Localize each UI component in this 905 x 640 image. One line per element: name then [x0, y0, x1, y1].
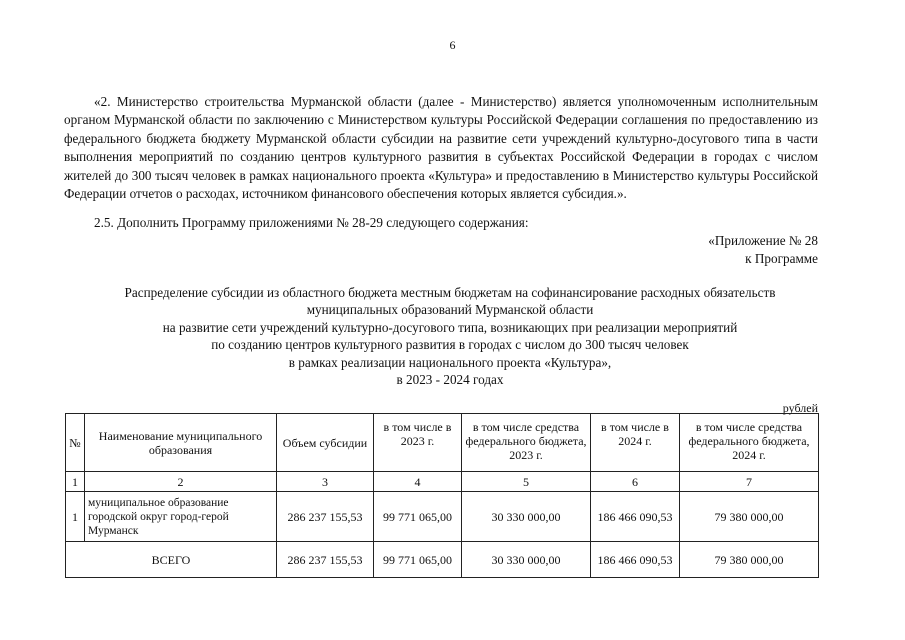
title-line-1: Распределение субсидии из областного бюджета местным бюджетам на софинансирование расходных обязательств [124, 285, 776, 300]
appendix-line-2: к Программе [745, 251, 818, 266]
header-name: Наименование муниципального образования [85, 414, 277, 472]
title-line-6: в 2023 - 2024 годах [396, 372, 504, 388]
column-number: 4 [374, 472, 462, 492]
column-number: 7 [680, 472, 819, 492]
row-num: 1 [66, 492, 85, 542]
column-number: 1 [66, 472, 85, 492]
table-row [66, 492, 819, 542]
column-number: 3 [277, 472, 374, 492]
units-label: рублей [782, 401, 818, 415]
row-volume: 286 237 155,53 [277, 492, 374, 542]
table-total-row [66, 542, 819, 578]
document-title [40, 284, 860, 388]
body-paragraph-1: «2. Министерство строительства Мурманской области (далее - Министерство) является уполномоченным исполнительным органом Мурманской области по заключению с Министерством культуры Российской Федерации соглашения по предоставлению из федерального бюджета бюджету Мурманской области субсидии на развитие сети учреждений культурно-досугового типа в части выполнения мероприятий по созданию центров культурного развития в субъектах Российской Федерации в городах с числом жителей до 300 тысяч человек в рамках национального проекта «Культура» и предоставлению в Министерство культуры Российской Федерации отчетов о расходах, источником финансового обеспечения которых является субсидия.». [64, 94, 818, 202]
total-volume: 286 237 155,53 [277, 542, 374, 578]
header-volume: Объем субсидии [277, 414, 374, 472]
header-num: № [66, 414, 85, 472]
row-2023: 99 771 065,00 [374, 492, 462, 542]
column-number: 2 [85, 472, 277, 492]
subsidy-table [65, 413, 819, 578]
header-2023: в том числе в 2023 г. [374, 414, 462, 472]
total-federal-2024: 79 380 000,00 [680, 542, 819, 578]
header-2024: в том числе в 2024 г. [591, 414, 680, 472]
header-federal-2023: в том числе средства федерального бюджета, 2023 г. [462, 414, 591, 472]
column-number: 6 [591, 472, 680, 492]
row-municipality-name: муниципальное образование городской округ город-герой Мурманск [85, 492, 277, 542]
column-number-row [66, 472, 819, 492]
title-line-4: по созданию центров культурного развития в городах с числом до 300 тысяч человек [211, 337, 689, 353]
table-header-row [66, 414, 819, 472]
page-number: 6 [449, 38, 456, 52]
title-line-3: на развитие сети учреждений культурно-досугового типа, возникающих при реализации мероприятий [162, 319, 738, 335]
total-label: ВСЕГО [66, 542, 277, 578]
appendix-caption [708, 232, 818, 268]
title-line-5: в рамках реализации национального проекта «Культура», [288, 354, 612, 370]
title-line-2: муниципальных образований Мурманской области [306, 302, 594, 318]
header-federal-2024: в том числе средства федерального бюджета, 2024 г. [680, 414, 819, 472]
row-federal-2023: 30 330 000,00 [462, 492, 591, 542]
column-number: 5 [462, 472, 591, 492]
row-federal-2024: 79 380 000,00 [680, 492, 819, 542]
total-2023: 99 771 065,00 [374, 542, 462, 578]
body-paragraph-2: 2.5. Дополнить Программу приложениями № 28-29 следующего содержания: [94, 215, 529, 230]
appendix-line-1: «Приложение № 28 [708, 233, 818, 248]
total-federal-2023: 30 330 000,00 [462, 542, 591, 578]
row-2024: 186 466 090,53 [591, 492, 680, 542]
total-2024: 186 466 090,53 [591, 542, 680, 578]
